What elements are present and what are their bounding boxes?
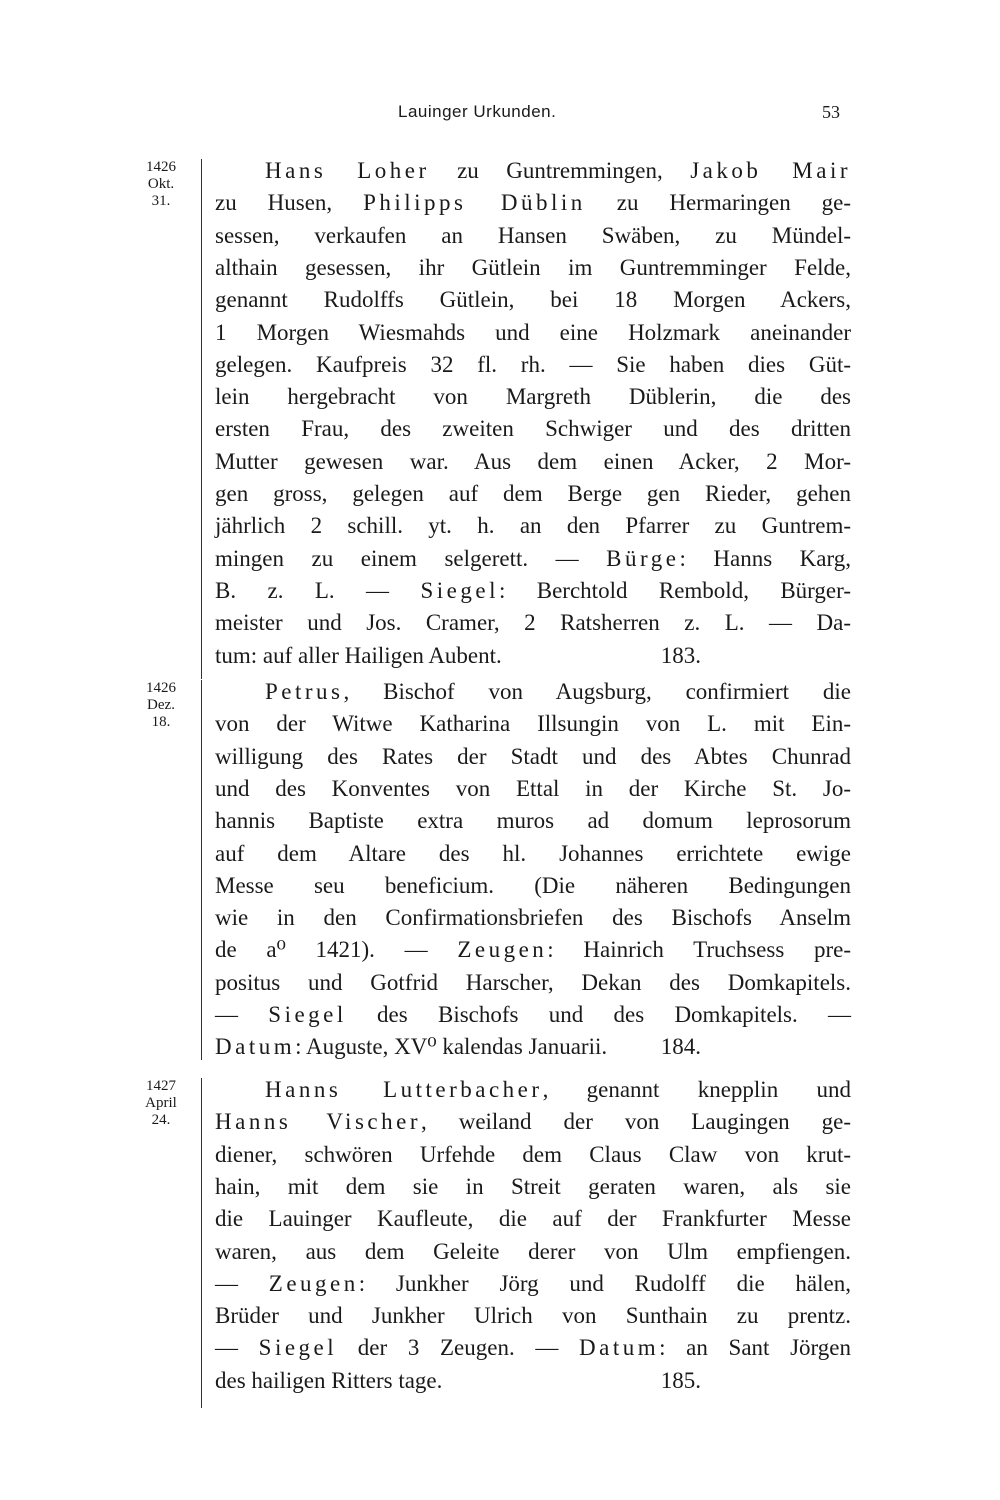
page-number: 53 <box>822 102 840 122</box>
emphasized-name: Siegel <box>268 1002 347 1027</box>
text-segment: : Auguste, XV⁰ kalendas Januarii. <box>295 1034 608 1060</box>
text-line <box>215 1365 851 1397</box>
emphasized-name: Hanns Lutterbacher <box>265 1077 543 1102</box>
text-segment: : Hainrich Truchsess pre- <box>547 937 852 963</box>
text-line <box>215 838 851 870</box>
text-segment: sessen, verkaufen an Hansen Swäben, zu Mündel- <box>215 222 851 248</box>
text-segment: und des Konventes von Ettal in der Kirche St. Jo- <box>215 775 851 801</box>
text-segment: gen gross, gelegen auf dem Berge gen Rieder, gehen <box>215 481 851 506</box>
text-line <box>215 510 851 542</box>
text-segment: althain gesessen, ihr Gütlein im Guntremminger Felde, <box>215 254 851 280</box>
text-segment: zu Guntremmingen, <box>429 158 691 183</box>
date-year: 1426 <box>146 159 176 175</box>
emphasized-name: Petrus <box>265 679 344 704</box>
text-line <box>215 1171 851 1203</box>
running-title: Lauinger Urkunden. <box>398 102 557 121</box>
text-line <box>215 1332 851 1364</box>
emphasized-name: Datum <box>215 1034 296 1060</box>
text-segment: die Lauinger Kaufleute, die auf der Frankfurter Messe <box>215 1206 851 1232</box>
text-line <box>215 1031 851 1063</box>
emphasized-name: Zeugen <box>457 937 548 963</box>
text-segment: Mutter gewesen war. Aus dem einen Acker, 2 Mor- <box>215 448 851 474</box>
text-segment: : an Sant Jörgen <box>659 1335 851 1361</box>
text-segment: hain, mit dem sie in Streit geraten waren, als sie <box>215 1173 851 1199</box>
text-segment: — <box>215 1270 269 1296</box>
text-line <box>215 381 851 413</box>
text-segment: zu Husen, <box>215 190 364 216</box>
text-segment: tum <box>215 642 251 668</box>
emphasized-name: Jakob Mair <box>690 158 851 183</box>
text-line <box>215 252 851 284</box>
text-segment: Messe seu beneficium. (Die näheren Bedingungen <box>215 872 851 898</box>
text-segment: der 3 Zeugen. — <box>337 1335 580 1361</box>
text-segment: Brüder und Junkher Ulrich von Sunthain zu prentz. <box>215 1303 851 1329</box>
text-segment: jährlich 2 schill. yt. h. an den Pfarrer zu Guntrem- <box>215 513 851 539</box>
text-segment: Da- <box>816 610 851 636</box>
margin-rule <box>201 1078 202 1408</box>
text-segment: wie in den Confirmationsbriefen des Bischofs Anselm <box>215 905 851 931</box>
text-segment: meister und Jos. Cramer, 2 Ratsherren z. L. — <box>215 610 817 636</box>
emphasized-name: Siegel <box>258 1335 338 1361</box>
text-line <box>265 155 851 187</box>
text-segment: , Bischof von Augsburg, confirmiert die <box>343 679 851 704</box>
text-line <box>215 478 851 510</box>
text-segment: des Bischofs und des Domkapitels. — <box>346 1002 852 1027</box>
date-month: Okt. <box>147 176 175 192</box>
text-segment: de a⁰ 1421). — <box>215 937 458 963</box>
text-line <box>215 870 851 902</box>
text-segment: — <box>215 1002 269 1027</box>
text-line <box>215 413 851 445</box>
text-segment: B. z. L. — <box>215 577 421 603</box>
text-segment: : auf aller Hailigen Aubent. <box>250 642 502 668</box>
text-line <box>215 902 851 934</box>
text-segment: lein hergebracht von Margreth Düblerin, die des <box>215 384 851 410</box>
text-segment: genannt Rudolffs Gütlein, bei 18 Morgen Ackers, <box>215 287 851 313</box>
text-line <box>215 708 851 740</box>
text-line <box>215 773 851 805</box>
text-line <box>215 543 851 575</box>
text-line <box>215 1268 851 1300</box>
emphasized-name: Zeugen <box>268 1270 359 1296</box>
entry-date <box>130 680 192 731</box>
text-line <box>215 999 851 1031</box>
text-line <box>215 640 851 672</box>
text-line <box>215 284 851 316</box>
emphasized-name: Datum <box>579 1335 660 1361</box>
entry-number: 183. <box>660 642 701 668</box>
text-line <box>215 187 851 219</box>
text-line <box>215 1139 851 1171</box>
text-line <box>215 575 851 607</box>
margin-rule <box>201 680 202 1060</box>
text-line <box>215 1203 851 1235</box>
text-segment: diener, schwören Urfehde dem Claus Claw von krut- <box>215 1141 851 1167</box>
emphasized-name: Hanns Vischer <box>215 1109 421 1135</box>
page-header <box>0 100 1000 130</box>
text-segment: , weiland der von Laugingen ge- <box>420 1109 852 1135</box>
margin-rule <box>201 159 202 679</box>
text-segment: — <box>215 1335 259 1361</box>
emphasized-name: Siegel <box>420 577 499 603</box>
text-line <box>215 317 851 349</box>
date-month: Dez. <box>147 697 175 713</box>
text-segment: gelegen. Kaufpreis 32 fl. rh. — Sie haben dies Güt- <box>215 351 851 377</box>
entry-date <box>130 1078 192 1129</box>
entry-number: 184. <box>660 1034 701 1060</box>
text-line <box>215 220 851 252</box>
date-day: 31. <box>151 193 171 209</box>
emphasized-name: Bürge <box>606 545 680 571</box>
text-line <box>215 1236 851 1268</box>
text-segment: waren, aus dem Geleite derer von Ulm empfiengen. <box>215 1238 851 1264</box>
text-line <box>215 349 851 381</box>
text-line <box>215 446 851 478</box>
text-segment: 1 Morgen Wiesmahds und eine Holzmark aneinander <box>215 319 851 345</box>
text-segment: auf dem Altare des hl. Johannes errichtete ewige <box>215 840 851 866</box>
entry-date <box>130 159 192 210</box>
text-line <box>215 805 851 837</box>
text-segment: hannis Baptiste extra muros ad domum leprosorum <box>215 808 851 834</box>
text-segment: des hailigen Ritters tage. <box>215 1367 443 1393</box>
text-line <box>215 607 851 639</box>
text-segment: willigung des Rates der Stadt und des Abtes Chunrad <box>215 743 851 769</box>
text-segment: : Berchtold Rembold, Bürger- <box>498 577 851 603</box>
text-line <box>215 934 851 966</box>
text-line <box>265 1074 851 1106</box>
text-segment: , genannt knepplin und <box>542 1077 851 1102</box>
text-line <box>215 741 851 773</box>
entry-number: 185. <box>660 1367 701 1393</box>
date-month: April <box>145 1095 177 1111</box>
text-segment: mingen zu einem selgerett. — <box>215 545 607 571</box>
text-line <box>215 1106 851 1138</box>
text-segment: zu Hermaringen ge- <box>585 190 851 216</box>
text-segment: positus und Gotfrid Harscher, Dekan des Domkapitels. <box>215 969 851 995</box>
text-segment: : Junkher Jörg und Rudolff die hälen, <box>358 1270 851 1296</box>
text-segment: ersten Frau, des zweiten Schwiger und des dritten <box>215 416 851 442</box>
text-segment: : Hanns Karg, <box>679 545 851 571</box>
text-line <box>215 1300 851 1332</box>
date-day: 24. <box>151 1112 171 1128</box>
text-line <box>265 676 851 708</box>
emphasized-name: Hans Loher <box>265 158 430 183</box>
text-segment: von der Witwe Katharina Illsungin von L. mit Ein- <box>215 711 851 737</box>
text-line <box>215 967 851 999</box>
emphasized-name: Philipps Düblin <box>363 190 586 216</box>
date-year: 1426 <box>146 680 176 696</box>
date-year: 1427 <box>146 1078 176 1094</box>
date-day: 18. <box>151 714 171 730</box>
